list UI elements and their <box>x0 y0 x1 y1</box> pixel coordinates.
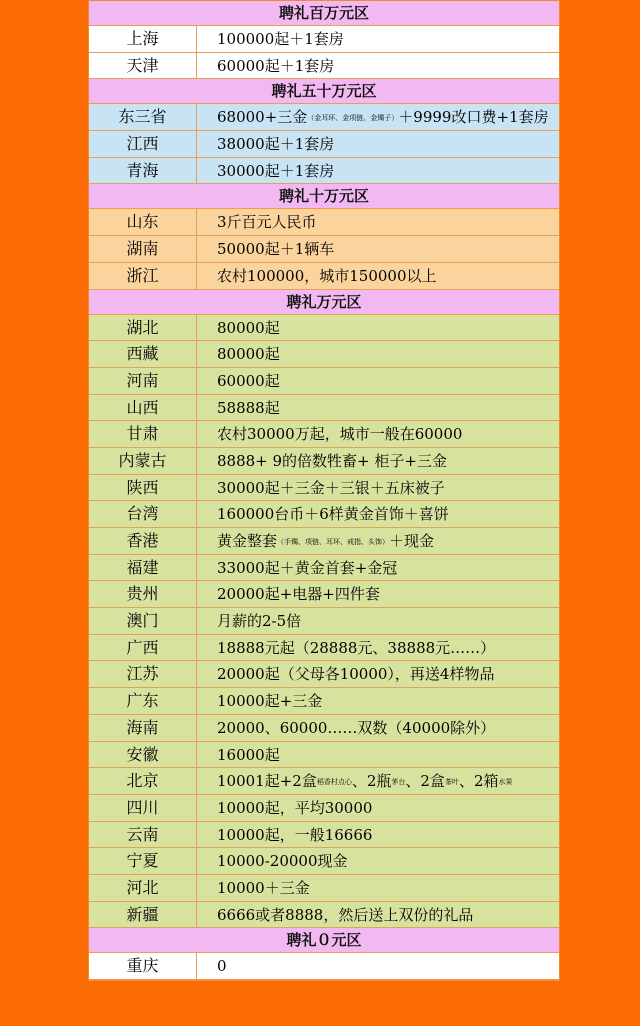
detail-text: 0 <box>217 957 227 976</box>
detail-text: 10000起+三金 <box>217 692 323 711</box>
region-cell: 内蒙古 <box>89 448 197 474</box>
region-cell: 山西 <box>89 395 197 421</box>
table-row <box>89 688 559 715</box>
section-header: 聘礼０元区 <box>89 928 559 953</box>
section-header: 聘礼万元区 <box>89 290 559 315</box>
detail-text: 16000起 <box>217 745 280 764</box>
table-row <box>89 421 559 448</box>
detail-text: 160000台币＋6样黄金首饰＋喜饼 <box>217 505 449 524</box>
detail-text: 18888元起（28888元、38888元……） <box>217 638 496 657</box>
dowry-detail-cell <box>197 581 559 607</box>
table-row <box>89 501 559 528</box>
table-row <box>89 608 559 635</box>
region-cell: 浙江 <box>89 263 197 289</box>
region-cell: 江西 <box>89 131 197 157</box>
dowry-detail-cell <box>197 395 559 421</box>
region-cell: 陕西 <box>89 475 197 501</box>
dowry-detail-cell <box>197 528 559 554</box>
detail-text: 30000起＋三金＋三银＋五床被子 <box>217 478 445 497</box>
dowry-detail-cell <box>197 448 559 474</box>
detail-text: ＋9999改口费+1套房 <box>398 108 549 127</box>
dowry-detail-cell <box>197 875 559 901</box>
dowry-detail-cell <box>197 501 559 527</box>
region-cell: 湖北 <box>89 315 197 341</box>
section-header: 聘礼十万元区 <box>89 184 559 209</box>
region-cell: 四川 <box>89 795 197 821</box>
region-cell: 湖南 <box>89 236 197 262</box>
detail-note: 茅台 <box>391 778 406 787</box>
detail-text: 10000起，一般16666 <box>217 825 373 844</box>
region-cell: 西藏 <box>89 341 197 367</box>
dowry-detail-cell <box>197 608 559 634</box>
detail-text: 58888起 <box>217 398 280 417</box>
detail-text: 68000+三金 <box>217 108 308 127</box>
dowry-detail-cell <box>197 53 559 79</box>
detail-note: （金耳环、金项链、金镯子） <box>307 114 399 123</box>
region-cell: 广东 <box>89 688 197 714</box>
region-cell: 上海 <box>89 26 197 52</box>
dowry-detail-cell <box>197 822 559 848</box>
dowry-detail-cell <box>197 341 559 367</box>
dowry-detail-cell <box>197 768 559 794</box>
detail-text: 60000起＋1套房 <box>217 56 335 75</box>
detail-text: 10000-20000现金 <box>217 852 348 871</box>
table-row <box>89 875 559 902</box>
table-row <box>89 368 559 395</box>
detail-text: 38000起＋1套房 <box>217 135 335 154</box>
detail-text: 月薪的2-5倍 <box>217 612 302 631</box>
table-row <box>89 795 559 822</box>
table-row <box>89 53 559 80</box>
table-row <box>89 742 559 769</box>
region-cell: 福建 <box>89 555 197 581</box>
detail-note: （手镯、项链、耳环、戒指、头饰） <box>277 538 390 546</box>
dowry-detail-cell <box>197 953 559 979</box>
detail-note: 稻香村点心 <box>316 778 352 787</box>
detail-text: 、2瓶 <box>351 772 392 791</box>
dowry-detail-cell <box>197 263 559 289</box>
region-cell: 天津 <box>89 53 197 79</box>
region-cell: 海南 <box>89 715 197 741</box>
detail-text: 100000起＋1套房 <box>217 30 344 48</box>
section-header: 聘礼百万元区 <box>89 1 559 26</box>
detail-text: 6666或者8888，然后送上双份的礼品 <box>217 905 474 924</box>
region-cell: 甘肃 <box>89 421 197 447</box>
region-cell: 宁夏 <box>89 848 197 874</box>
table-row <box>89 581 559 608</box>
table-row <box>89 315 559 342</box>
region-cell: 北京 <box>89 768 197 794</box>
detail-text: 20000、60000……双数（40000除外） <box>217 718 496 737</box>
table-row <box>89 448 559 475</box>
table-row <box>89 131 559 158</box>
dowry-detail-cell <box>197 209 559 235</box>
detail-text: 农村30000万起，城市一般在60000 <box>217 425 463 444</box>
dowry-detail-cell <box>197 635 559 661</box>
detail-note: 水果 <box>498 778 513 787</box>
table-row <box>89 953 559 980</box>
region-cell: 香港 <box>89 528 197 554</box>
detail-text: 3斤百元人民币 <box>217 213 317 232</box>
detail-text: 10000＋三金 <box>217 878 310 897</box>
detail-text: 10000起，平均30000 <box>217 798 373 817</box>
region-cell: 青海 <box>89 158 197 184</box>
region-cell: 山东 <box>89 209 197 235</box>
detail-text: 8888+ 9的倍数牲畜+ 柜子+三金 <box>217 451 447 470</box>
dowry-detail-cell <box>197 368 559 394</box>
table-row <box>89 475 559 502</box>
dowry-detail-cell <box>197 795 559 821</box>
dowry-detail-cell <box>197 158 559 184</box>
detail-text: 黄金整套 <box>217 532 278 550</box>
section-header: 聘礼五十万元区 <box>89 79 559 104</box>
detail-text: 、2箱 <box>458 772 499 791</box>
dowry-detail-cell <box>197 661 559 687</box>
table-row <box>89 768 559 795</box>
detail-text: ＋现金 <box>389 532 435 550</box>
dowry-detail-cell <box>197 131 559 157</box>
dowry-detail-cell <box>197 315 559 341</box>
table-row <box>89 555 559 582</box>
dowry-detail-cell <box>197 715 559 741</box>
dowry-detail-cell <box>197 475 559 501</box>
detail-text: 50000起＋1辆车 <box>217 240 335 259</box>
region-cell: 重庆 <box>89 953 197 979</box>
region-cell: 新疆 <box>89 902 197 928</box>
region-cell: 河北 <box>89 875 197 901</box>
table-row <box>89 341 559 368</box>
table-row <box>89 848 559 875</box>
region-cell: 广西 <box>89 635 197 661</box>
dowry-detail-cell <box>197 26 559 52</box>
detail-text: 10001起+2盒 <box>217 772 317 791</box>
detail-text: 农村100000，城市150000以上 <box>217 266 437 285</box>
detail-text: 、2盒 <box>405 772 445 791</box>
table-row <box>89 395 559 422</box>
table-row <box>89 263 559 290</box>
dowry-detail-cell <box>197 236 559 262</box>
table-row <box>89 715 559 742</box>
dowry-detail-cell <box>197 902 559 928</box>
table-row <box>89 209 559 236</box>
detail-text: 33000起＋黄金首套+金冠 <box>217 558 398 577</box>
table-row <box>89 661 559 688</box>
table-row <box>89 158 559 185</box>
detail-text: 30000起＋1套房 <box>217 161 335 180</box>
table-row <box>89 635 559 662</box>
detail-text: 60000起 <box>217 371 280 390</box>
detail-text: 20000起+电器+四件套 <box>217 585 380 604</box>
detail-text: 20000起（父母各10000），再送4样物品 <box>217 665 495 684</box>
region-cell: 河南 <box>89 368 197 394</box>
dowry-detail-cell <box>197 742 559 768</box>
detail-text: 80000起 <box>217 318 280 337</box>
region-cell: 云南 <box>89 822 197 848</box>
table-row <box>89 236 559 263</box>
table-row <box>89 26 559 53</box>
dowry-detail-cell <box>197 421 559 447</box>
dowry-table <box>88 0 560 981</box>
table-row <box>89 104 559 131</box>
detail-text: 80000起 <box>217 345 280 364</box>
dowry-detail-cell <box>197 104 559 130</box>
table-row <box>89 902 559 929</box>
region-cell: 安徽 <box>89 742 197 768</box>
region-cell: 东三省 <box>89 104 197 130</box>
detail-note: 茶叶 <box>444 778 459 787</box>
dowry-detail-cell <box>197 848 559 874</box>
region-cell: 江苏 <box>89 661 197 687</box>
table-row <box>89 528 559 555</box>
dowry-detail-cell <box>197 555 559 581</box>
region-cell: 贵州 <box>89 581 197 607</box>
region-cell: 台湾 <box>89 501 197 527</box>
dowry-detail-cell <box>197 688 559 714</box>
table-row <box>89 822 559 849</box>
region-cell: 澳门 <box>89 608 197 634</box>
